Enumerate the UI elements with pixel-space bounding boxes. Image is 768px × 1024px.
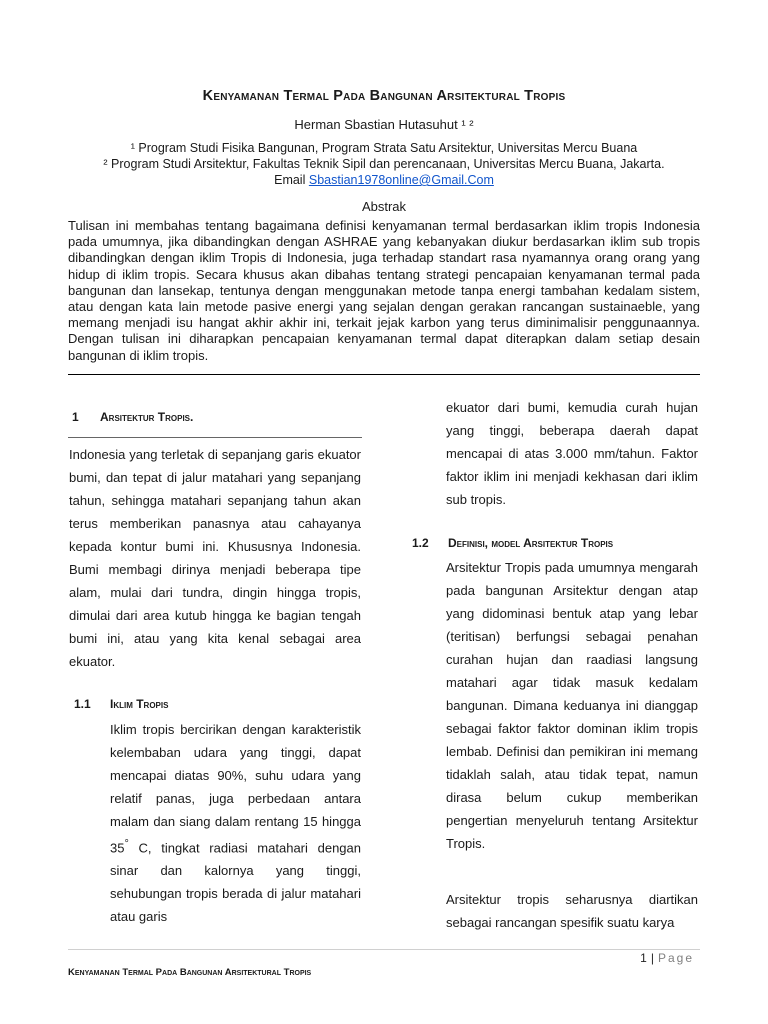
section-1-1-text-before: Iklim tropis bercirikan dengan karakteristik kelembaban udara yang tinggi, dapat mencapai diatas 90%, suhu udara yang relatif panas, juga perbedaan antara malam dan siang dalam rentang 15 hingga 35 [110, 722, 361, 856]
degree-symbol: ° [124, 838, 129, 850]
paper-title: Kenyamanan Termal Pada Bangunan Arsitektural Tropis [202, 88, 566, 104]
abstract-heading: Abstrak [361, 199, 407, 214]
section-1-2-heading [412, 536, 613, 550]
section-1-2-paragraph-2: Arsitektur tropis seharusnya diartikan sebagai rancangan spesifik suatu karya [446, 892, 698, 930]
email-link[interactable]: Sbastian1978online@Gmail.Com [308, 173, 494, 187]
author-name: Herman Sbastian Hutasuhut ¹ ² [294, 117, 474, 132]
section-1-1-title: Iklim Tropis [110, 697, 169, 711]
affiliation-1: ¹ Program Studi Fisika Bangunan, Program Strata Satu Arsitektur, Universitas Mercu Buana [130, 141, 638, 155]
page-separator: | [650, 951, 654, 965]
section-1-1-number: 1.1 [74, 697, 91, 711]
section-1-1-heading [74, 697, 168, 711]
section-1-1-paragraph [110, 718, 361, 928]
section-1-1-continued-paragraph: ekuator dari bumi, kemudia curah hujan yang tinggi, beberapa daerah dapat mencapai di atas 3.000 mm/tahun. Faktor faktor iklim ini menjadi kekhasan dari iklim sub tropis. [446, 400, 698, 507]
affiliation-2: ² Program Studi Arsitektur, Fakultas Teknik Sipil dan perencanaan, Universitas Mercu Buana, Jakarta. [103, 157, 665, 171]
page-number [640, 951, 694, 965]
running-title: Kenyamanan Termal Pada Bangunan Arsitektural Tropis [68, 967, 312, 978]
footer-divider [68, 949, 700, 950]
section-1-2-paragraph-1: Arsitektur Tropis pada umumnya mengarah pada bangunan Arsitektur dengan atap yang didominasi bentuk atap yang lebar (teritisan) berfungsi sebagai penahan curahan hujan dan raadiasi langsung matahari agar tidak masuk kedalam bangunan. Dimana keduanya ini dianggap sebagai faktor faktor dominan iklim tropis lembab. Definisi dan pemikiran ini memang tidaklah salah, atau tidak tepat, namun dirasa belum cukup memberikan pengertian menyeluruh tentang Arsitektur Tropis. [446, 560, 698, 851]
page-word: Page [657, 951, 694, 965]
section-1-2-title: Definisi, model Arsitektur Tropis [448, 536, 614, 550]
section-1-paragraph: Indonesia yang terletak di sepanjang garis ekuator bumi, dan tepat di jalur matahari yang sepanjang tahun, sehingga matahari sepanjang tahun akan terus memberikan panasnya atau cahayanya kepada kontur bumi ini. Khususnya Indonesia. Bumi membagi dirinya menjadi beberapa tipe alam, mulai dari tundra, dingin hingga tropis, dimulai dari area kutub hingga ke bagian tengah bumi ini, atau yang kita kenal sebagai area ekuator. [69, 447, 361, 669]
abstract-text: Tulisan ini membahas tentang bagaimana definisi kenyamanan termal berdasarkan iklim tropis Indonesia pada umumnya, jika dibandingkan dengan ASHRAE yang kebanyakan diukur berdasarkan iklim sub tropis dibandingkan dengan iklim Tropis di Indonesia, juga terhadap standart rasa nyamannya orang orang yang hidup di iklim tropis. Secara khusus akan dibahas tentang strategi pencapaian kenyamanan termal pada bangunan dan lansekap, tentunya dengan menggunakan metode tanpa energi tambahan kedalam sistem, atau dengan kata lain metode pasive energi yang sejalan dengan gerakan rancangan sustainaeble, yang memang menjadi isu hangat akhir akhir ini, terkait jejak karbon yang terus diminimalisir penggunaannya. Dengan tulisan ini diharapkan pencapaian kenyamanan termal dapat diterapkan dalam setiap desain bangunan di iklim tropis. [68, 218, 700, 363]
section-1-underline [68, 437, 362, 438]
section-1-2-body [446, 556, 698, 855]
section-1-1-continued [446, 396, 698, 511]
section-1-2-number: 1.2 [412, 536, 429, 550]
abstract-divider [68, 374, 700, 375]
email-label: Email [274, 173, 306, 187]
section-1-body [69, 443, 361, 673]
section-1-2-body-2 [446, 888, 698, 934]
section-1-1-body [110, 718, 361, 928]
section-1-1-text-after: C, tingkat radiasi matahari dengan sinar dan kalornya yang tinggi, sehubungan tropis berada di jalur matahari atau garis [110, 840, 361, 925]
section-1-heading [72, 410, 193, 424]
section-1-number: 1 [72, 410, 79, 424]
email-line [0, 172, 768, 188]
section-1-title: Arsitektur Tropis. [100, 410, 194, 424]
page-number-value: 1 [640, 951, 647, 965]
